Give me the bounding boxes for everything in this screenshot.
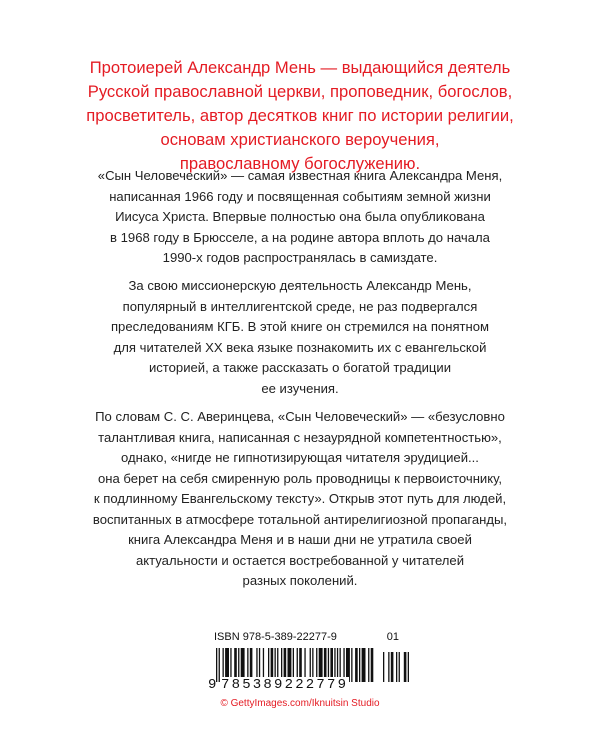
barcode-digit-string: 785389222779	[221, 677, 349, 693]
text-line: Иисуса Христа. Впервые полностью она была опубликована	[115, 209, 485, 224]
text-line: преследованиям КГБ. В этой книге он стремился на понятном	[110, 319, 490, 334]
text-line: для читателей XX века языке познакомить их с евангельской	[113, 339, 487, 355]
isbn-label: ISBN 978-5-389-22277-9	[214, 631, 337, 643]
text-line: в 1968 году в Брюсселе, а на родине автора вплоть до начала	[110, 229, 490, 245]
text-line: воспитанных в атмосфере тотальной антирелигиозной пропаганды,	[92, 511, 508, 527]
text-line: книга Александра Меня и в наши дни не утратила своей	[128, 532, 472, 547]
text-line: написанная 1966 году и посвященная событиям земной жизни	[109, 188, 491, 204]
intro-line: просветитель, автор десятков книг по истории религии,	[86, 106, 514, 125]
text-line: к подлинному Евангельскому тексту». Открыв этот путь для людей,	[93, 491, 507, 506]
barcode-first-digit: 9	[208, 677, 217, 693]
text-line: актуальности и остается востребованной у читателей	[135, 552, 465, 568]
intro-line: Протоиерей Александр Мень — выдающийся деятель	[89, 58, 511, 77]
description-paragraph-1	[60, 166, 540, 269]
intro-line: православному богослужению.	[179, 154, 421, 173]
description-paragraph-2	[60, 276, 540, 399]
text-line: популярный в интеллигентской среде, не раз подвергался	[122, 298, 478, 314]
isbn-addon: 01	[386, 631, 399, 643]
text-line: «Сын Человеческий» — самая известная книга Александра Меня,	[97, 168, 503, 183]
photo-credit: © GettyImages.com/Iknuitsin Studio	[220, 698, 380, 709]
text-line: историей, а также рассказать о богатой традиции	[148, 360, 452, 375]
text-line: талантливая книга, написанная с незаурядной компетентностью»,	[98, 429, 502, 445]
text-line: разных поколений.	[242, 573, 358, 588]
text-line: По словам С. С. Аверинцева, «Сын Человеческий» — «безусловно	[95, 409, 505, 424]
intro-line: Русской православной церкви, проповедник, богослов,	[87, 82, 513, 101]
text-line: ее изучения.	[261, 380, 339, 396]
intro-line: основам христианского вероучения,	[160, 130, 440, 149]
annotation-intro	[60, 56, 540, 176]
text-line: 1990-х годов распространялась в самиздате.	[162, 250, 438, 265]
text-line: За свою миссионерскую деятельность Александр Мень,	[128, 278, 472, 293]
quote-paragraph	[60, 407, 540, 592]
text-line: однако, «нигде не гипнотизирующая читателя эрудицией...	[121, 450, 479, 465]
barcode-digits	[208, 677, 410, 691]
isbn-row	[214, 631, 399, 643]
text-line: она берет на себя смиренную роль проводницы к первоисточнику,	[98, 470, 502, 486]
